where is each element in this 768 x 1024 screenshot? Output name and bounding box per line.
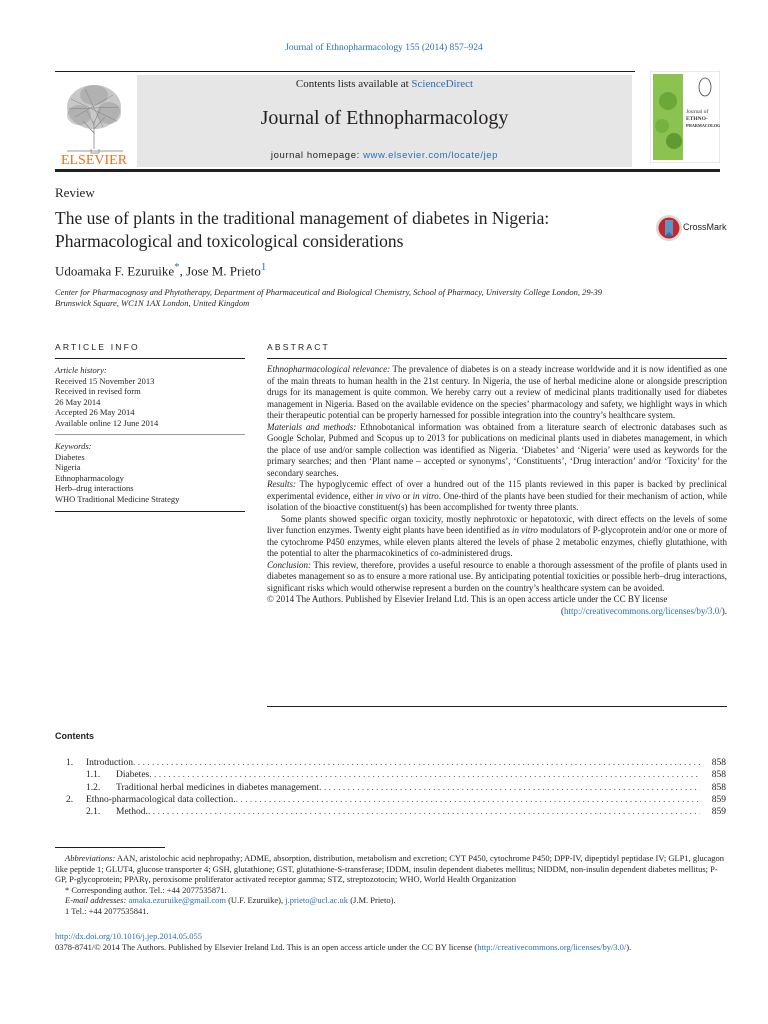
article-info-heading: ARTICLE INFO	[55, 342, 140, 352]
relevance-label: Ethnopharmacological relevance:	[267, 364, 391, 374]
contents-available-line	[137, 78, 632, 90]
abstract-body	[267, 364, 727, 617]
abstract-relevance	[267, 364, 727, 422]
toc-title: Traditional herbal medicines in diabetes management	[116, 782, 320, 793]
history-online: Available online 12 June 2014	[55, 417, 159, 428]
conclusion-text: This review, therefore, provides a useful resource to enable a thorough assessment of the profile of plants used in diabetes management so as to ensure a more rational use. By anticipating potential toxicities or possible herb–drug interactions, significant risks which would otherwise represent a burden on the country’s healthcare system can be avoided.	[267, 559, 727, 593]
elsevier-tree-icon	[55, 77, 133, 167]
keyword-item: Herb–drug interactions	[55, 483, 134, 493]
results-in-vitro: in vitro	[412, 490, 439, 501]
toc-page: 859	[711, 794, 726, 805]
email-owner-ezuruike: (U.F. Ezuruike),	[225, 895, 286, 905]
methods-label: Materials and methods:	[267, 421, 357, 432]
abstract-rule-top	[267, 358, 727, 359]
toc-entry[interactable]	[66, 807, 726, 819]
header-bottom-rule	[55, 169, 720, 172]
author-list	[55, 261, 266, 279]
toc-title: Ethno-pharmacological data collection.	[86, 794, 236, 805]
toc-leader	[319, 783, 700, 793]
history-revised: Received in revised form	[55, 386, 141, 396]
toc-number: 2.	[66, 794, 74, 805]
email-footnote	[55, 895, 727, 906]
article-title-line1: The use of plants in the traditional management of diabetes in Nigeria:	[55, 208, 550, 228]
elsevier-logo	[55, 77, 133, 167]
author-prieto: Jose M. Prieto	[186, 263, 261, 279]
keyword-item: Ethnopharmacology	[55, 472, 124, 483]
affiliation	[55, 287, 655, 309]
issn-close: ).	[626, 942, 632, 952]
toc-leader	[148, 807, 700, 817]
toc-title: Method.	[116, 807, 148, 818]
article-info-rule-bottom	[55, 511, 245, 512]
header-top-rule	[55, 71, 635, 72]
toc-number: 1.2.	[86, 782, 101, 793]
abstract-results	[267, 479, 727, 514]
footnote-rule	[55, 847, 165, 848]
abstract-methods	[267, 422, 727, 480]
email-label: E-mail addresses:	[65, 895, 127, 905]
toc-entry[interactable]	[66, 795, 726, 807]
keywords	[55, 441, 245, 504]
toc-entry[interactable]	[66, 758, 726, 770]
para2-text-a: Some plants showed specific organ toxicity, mostly nephrotoxic or hepatotoxic, with direct effects on the levels of some liver function enzymes. Twenty eight plants have been identified as	[267, 513, 727, 535]
article-info-divider	[55, 434, 245, 435]
journal-cover-thumbnail[interactable]	[650, 71, 720, 163]
email-owner-prieto: (J.M. Prieto).	[348, 895, 396, 905]
keyword-item: Nigeria	[55, 462, 81, 472]
doi-link[interactable]: http://dx.doi.org/10.1016/j.jep.2014.05.055	[55, 931, 202, 941]
cover-title-line1: Journal of	[686, 109, 709, 115]
article-info-rule	[55, 358, 245, 359]
results-in-vivo: in vivo	[375, 490, 401, 501]
para2-in-vitro: in vitro	[512, 525, 538, 535]
abbreviations-text: AAN, aristolochic acid nephropathy; ADME, absorption, distribution, metabolism and excretion; CYT P450, cytochrome P450; DPP-IV, dipeptidyl peptidase IV; GLP1, glucagon like peptide 1; GLUT4, glucose transporter 4; GSH, glutathione; GST, glutathione-S-transferase; IDDM, insulin dependent diabetes mellitus; NIDDM, non-insulin dependent diabetes mellitus; P-GP, P-glycoprotein; PPARγ, peroxisome proliferator activated receptor gamma; STZ, streptozotocin; WHO, World Health Organization	[55, 853, 725, 884]
toc-entry[interactable]	[66, 783, 726, 795]
abstract-results-para2	[267, 514, 727, 560]
history-received: Received 15 November 2013	[55, 375, 155, 386]
toc-page: 858	[711, 782, 726, 793]
keywords-label: Keywords:	[55, 441, 92, 451]
toc-title: Introduction	[86, 758, 133, 768]
abstract-conclusion	[267, 560, 727, 595]
history-revised-date: 26 May 2014	[55, 396, 101, 407]
contents-prefix: Contents lists available at	[295, 78, 412, 90]
abstract-license	[267, 606, 727, 618]
issn-text: 0378-8741/© 2014 The Authors. Published by Elsevier Ireland Ltd. This is an open access article under the CC BY license (	[55, 942, 478, 952]
journal-reference[interactable]: Journal of Ethnopharmacology 155 (2014) 857–924	[285, 43, 483, 53]
journal-homepage-line	[137, 150, 632, 161]
issn-copyright-line	[55, 942, 735, 952]
results-text-c: . One-third of the plants have been studied for their mechanism of action, while isolation of the bioactive constituent(s) has been accomplished for twenty three plants.	[267, 490, 727, 512]
cover-title-line3: PHARMACOLOGY	[686, 123, 720, 128]
abstract-heading: ABSTRACT	[267, 342, 330, 352]
table-of-contents	[66, 758, 726, 819]
results-label: Results:	[267, 479, 296, 489]
author-separator: ,	[179, 263, 187, 279]
toc-leader	[149, 770, 700, 780]
history-accepted: Accepted 26 May 2014	[55, 407, 135, 417]
homepage-label: journal homepage:	[270, 150, 364, 161]
toc-leader	[133, 758, 700, 768]
footnotes	[55, 853, 727, 916]
telephone-footnote: 1 Tel.: +44 2077535841.	[65, 905, 149, 916]
toc-title: Diabetes	[116, 770, 150, 781]
article-title-line2: Pharmacological and toxicological considerations	[55, 231, 404, 251]
toc-number: 1.1.	[86, 770, 101, 781]
para2-text-b: modulators of P-glycoprotein and/or one or more of the cytochrome P450 enzymes, while eleven plants altered the levels of phase 2 metabolic enzymes, chiefly glutathione, with the potential to alter the pharmacokinetics of co-administered drugs.	[267, 525, 727, 558]
results-text-a: The hypoglycemic effect of over a hundred out of the 115 plants reviewed in this paper is backed by preclinical experimental evidence, either	[267, 479, 727, 501]
toc-page: 858	[711, 758, 726, 768]
elsevier-wordmark: ELSEVIER	[60, 153, 128, 167]
keyword-item: Diabetes	[55, 451, 85, 462]
abbreviations-footnote	[55, 853, 727, 885]
toc-leader	[236, 795, 700, 805]
toc-number: 2.1.	[86, 807, 101, 818]
methods-text: Ethnobotanical information was obtained from a literature search of electronic databases such as Google Scholar, Pubmed and Scopus up to 2013 for publications on medicinal plants used in diabetes management, in which the place of use and/or sample collection was identified as Nigeria. ‘Diabetes’ and ‘Nigeria’ were used as keywords for the primary searches; and then ‘Plant name – accepted or synonyms’, ‘Constituents’, ‘Drug interaction’ and/or ‘Toxicity’ for the secondary searches.	[267, 421, 727, 478]
author-footnote-mark[interactable]: 1	[260, 261, 267, 273]
corresponding-author-footnote: * Corresponding author. Tel.: +44 2077535871.	[65, 884, 227, 895]
affiliation-line2: Brunswick Square, WC1N 1AX London, United Kingdom	[55, 298, 250, 308]
crossmark-icon	[655, 214, 683, 242]
journal-cover-image	[650, 71, 720, 163]
toc-entry[interactable]	[66, 770, 726, 782]
email-link-ezuruike[interactable]: amaka.ezuruike@gmail.com	[128, 895, 226, 905]
abstract-rule-bottom	[267, 706, 727, 707]
cover-title-line2: ETHNO-	[686, 116, 708, 122]
issn-license-link[interactable]: http://creativecommons.org/licenses/by/3.0/	[477, 942, 627, 952]
corresponding-author-mark[interactable]: *	[174, 261, 180, 273]
toc-page: 858	[711, 770, 726, 781]
relevance-text: The prevalence of diabetes is on a steady increase worldwide and it is now identified as one of the main threats to human health in the 21st century. In Nigeria, the use of herbal medicine alone or alongside prescription drugs for its management is quite common. We hereby carry out a review of medicinal plants traditionally used for diabetes management in Nigeria. Based on the available evidence on the species’ pharmacology and safety, we highlight ways in which their therapeutic potential can be properly harnessed for possible integration into the country’s healthcare system.	[267, 364, 727, 420]
results-text-b: or	[400, 490, 413, 501]
keyword-item: WHO Traditional Medicine Strategy	[55, 493, 180, 504]
toc-page: 859	[711, 807, 726, 818]
journal-title: Journal of Ethnopharmacology	[260, 107, 509, 129]
toc-number: 1.	[66, 758, 74, 768]
abstract-copyright: © 2014 The Authors. Published by Elsevier Ireland Ltd. This is an open access article under the CC BY license	[267, 594, 668, 604]
abbreviations-label: Abbreviations:	[65, 853, 116, 863]
conclusion-label: Conclusion:	[267, 559, 311, 570]
affiliation-line1: Center for Pharmacognosy and Phytotherapy, Department of Pharmaceutical and Biological Chemistry, School of Pharmacy, University College London, 29-39	[55, 287, 602, 297]
history-label: Article history:	[55, 365, 107, 375]
email-link-prieto[interactable]: j.prieto@ucl.ac.uk	[285, 895, 349, 905]
sciencedirect-link[interactable]: ScienceDirect	[411, 78, 474, 90]
license-open-paren: (	[560, 605, 564, 616]
contents-heading: Contents	[55, 731, 94, 741]
homepage-link[interactable]: www.elsevier.com/locate/jep	[363, 150, 499, 161]
crossmark-label: CrossMark	[683, 222, 727, 232]
article-title	[55, 207, 645, 253]
article-history	[55, 365, 245, 428]
article-section-label: Review	[55, 185, 95, 200]
license-close-paren: ).	[721, 605, 727, 616]
author-ezuruike: Udoamaka F. Ezuruike	[55, 263, 175, 279]
license-link[interactable]: http://creativecommons.org/licenses/by/3.0/	[563, 605, 722, 616]
